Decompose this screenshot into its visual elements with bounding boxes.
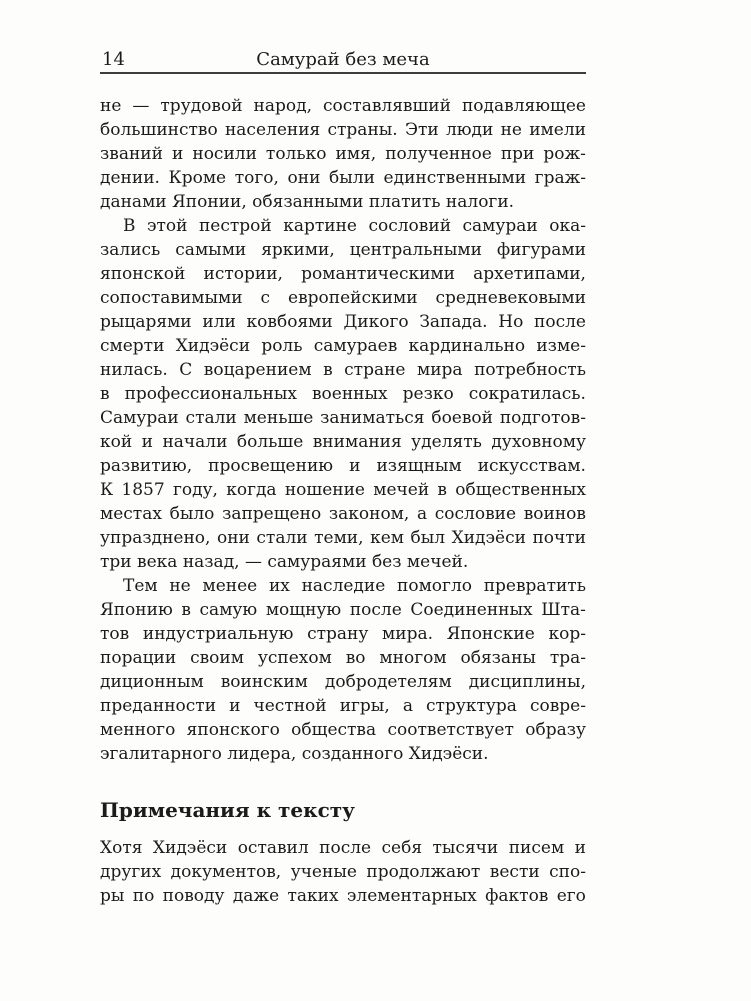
text-line: [100, 836, 586, 860]
word: зались: [100, 240, 161, 260]
word: Эти: [404, 120, 439, 140]
word: люди: [445, 120, 494, 140]
text-line: [100, 94, 586, 118]
word: теми,: [314, 528, 364, 548]
text-line: [100, 502, 586, 526]
word: ношение: [284, 480, 365, 500]
text-line: [100, 334, 586, 358]
word: не: [100, 96, 122, 116]
running-title: Самурай без меча: [256, 49, 430, 70]
word: был: [410, 528, 446, 548]
word: упразднено,: [100, 528, 211, 548]
word: после: [349, 600, 402, 620]
word: романтическими: [301, 264, 455, 284]
word: сословий: [368, 216, 452, 236]
word: полученное: [385, 144, 492, 164]
word: боевой: [431, 408, 493, 428]
word: были: [329, 168, 375, 188]
word: в: [181, 600, 191, 620]
text-line: [100, 166, 586, 190]
word: военных: [311, 384, 388, 404]
word: искусствам.: [477, 456, 586, 476]
word: меньше: [243, 408, 314, 428]
word: страну: [307, 624, 369, 644]
word: законом,: [328, 504, 410, 524]
word: стране: [344, 360, 406, 380]
word: не: [500, 120, 522, 140]
word: диционным: [100, 672, 204, 692]
word: этой: [146, 216, 188, 236]
word: после: [534, 312, 586, 332]
word: ры: [100, 886, 125, 906]
word: порации: [100, 648, 177, 668]
word: мира: [416, 360, 463, 380]
word: средневековыми: [435, 288, 586, 308]
word: воинов: [523, 504, 586, 524]
word: многом: [379, 648, 447, 668]
text-line: [100, 574, 586, 598]
word: таких: [287, 886, 339, 906]
text-line: [100, 646, 586, 670]
word: менного: [100, 720, 176, 740]
word: Хидэёси: [175, 336, 251, 356]
word: или: [202, 312, 236, 332]
word: его: [556, 886, 586, 906]
word: нилась.: [100, 360, 168, 380]
word: большинство: [100, 120, 218, 140]
word: ученые: [290, 862, 357, 882]
word: по: [132, 886, 155, 906]
word: начали: [162, 432, 228, 452]
word: составлявший: [323, 96, 451, 116]
word: самыми: [175, 240, 247, 260]
word: Дикого: [343, 312, 409, 332]
word: ковбоями: [246, 312, 333, 332]
word: превратить: [483, 576, 586, 596]
word: в: [100, 384, 110, 404]
word: населения: [224, 120, 321, 140]
word: преданности: [100, 696, 217, 716]
word: потребность: [474, 360, 586, 380]
word: фактов: [485, 886, 549, 906]
word: Тем: [123, 576, 158, 596]
word: внимания: [312, 432, 402, 452]
word: званий: [100, 144, 163, 164]
word: изящным: [376, 456, 462, 476]
word: Шта-: [541, 600, 586, 620]
word: с: [260, 288, 271, 308]
word: вести: [489, 862, 540, 882]
word: почти: [532, 528, 586, 548]
word: элементарных: [346, 886, 477, 906]
word: общественных: [455, 480, 586, 500]
word: японской: [100, 264, 186, 284]
text-line: [100, 214, 586, 238]
word: японского: [186, 720, 280, 740]
text-line: [100, 598, 586, 622]
paragraph: [100, 836, 586, 908]
word: при: [500, 144, 535, 164]
word: тов: [100, 624, 130, 644]
word: тра-: [549, 648, 586, 668]
word: трудовой: [160, 96, 243, 116]
word: Самураи: [100, 408, 179, 428]
word: продолжают: [366, 862, 481, 882]
word: рож-: [543, 144, 586, 164]
word: индустриальную: [142, 624, 294, 644]
word: менее: [202, 576, 258, 596]
word: больше: [236, 432, 304, 452]
text-line: [100, 860, 586, 884]
word: местах: [100, 504, 162, 524]
text-line: [100, 310, 586, 334]
word: образу: [525, 720, 586, 740]
word: Японские: [446, 624, 535, 644]
word: самураев: [313, 336, 398, 356]
word: дисциплины,: [468, 672, 586, 692]
word: —: [132, 96, 150, 116]
word: Хидэёси: [451, 528, 526, 548]
word: спо-: [549, 862, 586, 882]
word: и: [349, 456, 361, 476]
word: архетипами,: [473, 264, 586, 284]
word: европейскими: [288, 288, 418, 308]
word: после: [319, 838, 372, 858]
word: мечей: [373, 480, 430, 500]
text-line: [100, 430, 586, 454]
word: а: [416, 504, 428, 524]
text-line: [100, 358, 586, 382]
text-line: [100, 622, 586, 646]
word: честной: [253, 696, 327, 716]
text-line: [100, 262, 586, 286]
word: стали: [256, 528, 308, 548]
word: имели: [529, 120, 586, 140]
paragraph: [100, 574, 586, 766]
word: кардинально: [408, 336, 526, 356]
word: дении.: [100, 168, 160, 188]
word: Хидэёси: [152, 838, 228, 858]
text-line: [100, 526, 586, 550]
text-line: три века назад, — самураями без мечей.: [100, 552, 469, 572]
word: а: [402, 696, 413, 716]
text-line: эгалитарного лидера, созданного Хидэёси.: [100, 744, 489, 764]
word: К: [100, 480, 114, 500]
text-line: [100, 694, 586, 718]
word: сословие: [434, 504, 517, 524]
word: Соединенных: [410, 600, 533, 620]
word: обязаны: [460, 648, 536, 668]
word: общества: [291, 720, 377, 740]
word: подавляющее: [461, 96, 586, 116]
word: изме-: [536, 336, 586, 356]
word: когда: [226, 480, 277, 500]
word: они: [216, 528, 250, 548]
word: поводу: [162, 886, 225, 906]
word: В: [123, 216, 136, 236]
word: резко: [402, 384, 454, 404]
word: и: [229, 696, 241, 716]
text-line: [100, 884, 586, 908]
word: кор-: [548, 624, 586, 644]
word: страны.: [327, 120, 398, 140]
word: оставил: [237, 838, 309, 858]
word: духовному: [491, 432, 586, 452]
word: тысячи: [432, 838, 499, 858]
word: стали: [185, 408, 237, 428]
word: своим: [190, 648, 244, 668]
text-line: данами Японии, обязанными платить налоги.: [100, 192, 515, 212]
word: самураи: [462, 216, 538, 236]
word: структура: [426, 696, 517, 716]
word: и: [574, 838, 586, 858]
word: яркими,: [261, 240, 335, 260]
text-line: [100, 382, 586, 406]
word: рыцарями: [100, 312, 192, 332]
word: Запада.: [419, 312, 488, 332]
text-line: [100, 718, 586, 742]
word: игры,: [339, 696, 390, 716]
word: центральными: [349, 240, 482, 260]
text-line: [100, 142, 586, 166]
word: наследие: [301, 576, 386, 596]
word: запрещено: [222, 504, 322, 524]
word: и: [172, 144, 184, 164]
word: роль: [261, 336, 303, 356]
word: других: [100, 862, 162, 882]
word: пестрой: [198, 216, 272, 236]
text-line: [100, 478, 586, 502]
word: мира.: [382, 624, 433, 644]
word: писем: [508, 838, 565, 858]
word: они: [287, 168, 321, 188]
word: успехом: [257, 648, 332, 668]
section-heading: Примечания к тексту: [100, 798, 355, 822]
word: ока-: [549, 216, 586, 236]
word: профессиональных: [124, 384, 297, 404]
word: граж-: [534, 168, 586, 188]
word: фигурами: [496, 240, 586, 260]
word: носили: [192, 144, 257, 164]
text-line: [100, 406, 586, 430]
word: народ,: [253, 96, 313, 116]
word: их: [268, 576, 290, 596]
paragraph: [100, 94, 586, 214]
word: уделять: [411, 432, 482, 452]
word: сократилась.: [468, 384, 586, 404]
word: самую: [199, 600, 258, 620]
word: просвещению: [208, 456, 334, 476]
word: во: [345, 648, 366, 668]
word: не: [169, 576, 191, 596]
page-number: 14: [102, 49, 125, 70]
page-body-text: [100, 94, 586, 908]
word: развитию,: [100, 456, 193, 476]
word: воинским: [220, 672, 308, 692]
word: документов,: [170, 862, 282, 882]
word: помогло: [397, 576, 472, 596]
word: в: [323, 360, 333, 380]
word: даже: [232, 886, 280, 906]
word: только: [265, 144, 327, 164]
word: кем: [370, 528, 404, 548]
word: было: [169, 504, 215, 524]
word: в: [437, 480, 447, 500]
word: воцарением: [203, 360, 312, 380]
text-line: [100, 670, 586, 694]
word: смерти: [100, 336, 165, 356]
text-line: [100, 118, 586, 142]
word: и: [141, 432, 153, 452]
word: С: [179, 360, 193, 380]
word: 1857: [121, 480, 165, 500]
text-line: [100, 454, 586, 478]
word: истории,: [203, 264, 283, 284]
word: Японию: [100, 600, 173, 620]
word: заниматься: [320, 408, 425, 428]
word: Хотя: [100, 838, 143, 858]
paragraph: [100, 214, 586, 574]
word: году,: [172, 480, 218, 500]
word: единственными: [383, 168, 527, 188]
word: Но: [498, 312, 524, 332]
word: того,: [234, 168, 279, 188]
word: добродетелям: [324, 672, 452, 692]
word: подготов-: [499, 408, 586, 428]
word: Кроме: [168, 168, 227, 188]
word: мощную: [265, 600, 342, 620]
text-line: [100, 286, 586, 310]
word: кой: [100, 432, 133, 452]
word: сопоставимыми: [100, 288, 243, 308]
word: картине: [283, 216, 357, 236]
running-header: [100, 50, 586, 74]
word: себя: [381, 838, 423, 858]
word: соответствует: [387, 720, 514, 740]
word: имя,: [335, 144, 377, 164]
word: совре-: [529, 696, 586, 716]
text-line: [100, 238, 586, 262]
